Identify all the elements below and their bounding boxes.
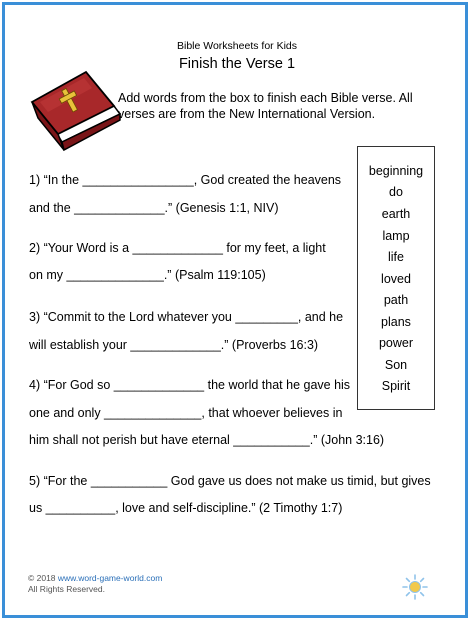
word-bank-item: plans (381, 315, 411, 329)
verse-3-line-1: 3) “Commit to the Lord whatever you _________, and he (29, 310, 344, 324)
word-bank-item: power (378, 336, 414, 350)
verse-5-line-2: us __________, love and self-discipline.” (2 Timothy 1:7) (29, 501, 343, 515)
verse-4-line-2: one and only ______________, that whoever believes in (29, 406, 343, 420)
page-title: Finish the Verse 1 (178, 56, 296, 72)
sun-logo-icon (402, 574, 428, 600)
word-bank-item: Spirit (381, 379, 411, 393)
rights-reserved: All Rights Reserved. (28, 584, 106, 594)
verse-1-line-1: 1) “In the ________________, God created the heavens (29, 173, 342, 187)
bible-book-icon (28, 66, 128, 170)
word-bank-item: life (388, 250, 404, 264)
copyright-text: © 2018 (28, 573, 58, 583)
word-bank-item: earth (381, 207, 411, 221)
word-bank-item: do (389, 185, 403, 199)
word-bank-item: path (383, 293, 409, 307)
verse-4-line-3: him shall not perish but have eternal ___________.” (John 3:16) (29, 433, 385, 447)
instructions (118, 90, 438, 122)
word-bank-item: loved (381, 272, 411, 286)
verse-1-line-2: and the _____________.” (Genesis 1:1, NIV) (29, 201, 279, 215)
copyright-line (28, 573, 162, 583)
word-bank-box (357, 146, 435, 410)
verse-4-line-1: 4) “For God so _____________ the world that he gave his (29, 378, 351, 392)
verse-2-line-2: on my ______________.” (Psalm 119:105) (29, 268, 266, 282)
instructions-line-2: verses are from the New International Version. (118, 107, 376, 121)
instructions-line-1: Add words from the box to finish each Bible verse. All (118, 91, 413, 105)
verse-5-line-1: 5) “For the ___________ God gave us does not make us timid, but gives (29, 474, 431, 488)
word-bank-item: beginning (368, 164, 424, 178)
verse-3-line-2: will establish your _____________.” (Proverbs 16:3) (29, 338, 319, 352)
verse-2-line-1: 2) “Your Word is a _____________ for my feet, a light (29, 241, 326, 255)
website-link[interactable]: www.word-game-world.com (57, 573, 163, 583)
word-bank-item: lamp (382, 229, 410, 243)
word-bank-item: Son (384, 358, 408, 372)
worksheet-series-title: Bible Worksheets for Kids (176, 40, 298, 52)
